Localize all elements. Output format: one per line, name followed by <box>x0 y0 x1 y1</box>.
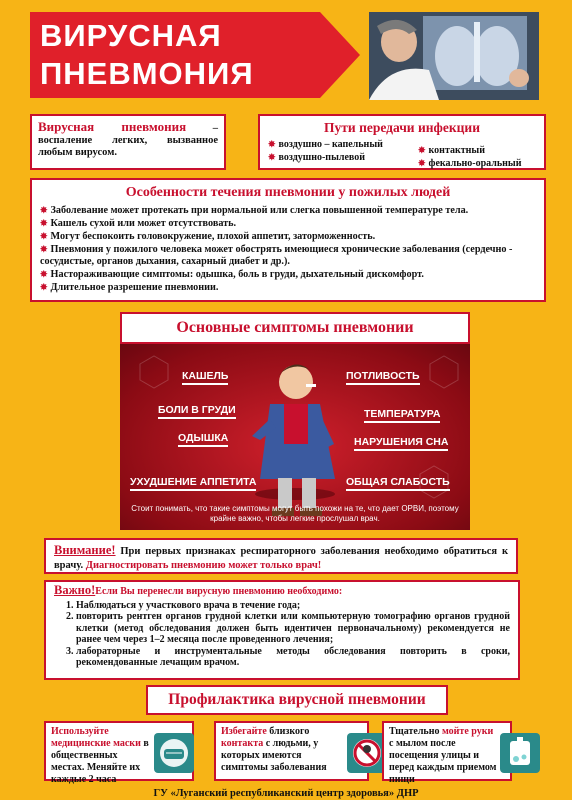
attention-highlight: Диагностировать пневмонию может только врач! <box>85 560 322 571</box>
handwash-icon <box>500 733 540 773</box>
footer-organization: ГУ «Луганский республиканский центр здоровья» ДНР <box>153 788 419 799</box>
mask-icon <box>154 733 194 773</box>
definition-term: Вирусная пневмония <box>38 119 187 134</box>
list-item: ✸ Заболевание может протекать при нормальной или слегка повышенной температуре тела. <box>40 205 469 216</box>
symptom-label-left: БОЛИ В ГРУДИ <box>158 404 236 419</box>
important-box <box>44 580 520 680</box>
symptom-label-right: ОБЩАЯ СЛАБОСТЬ <box>346 476 450 491</box>
symptom-label-left: ОДЫШКА <box>178 432 228 447</box>
flower-bullet-icon: ✸ <box>40 205 48 215</box>
attention-text: При первых признаках респираторного заболевания необходимо обратиться к врачу. <box>54 546 508 571</box>
transmission-routes-box <box>258 114 546 170</box>
symptom-label-right: ТЕМПЕРАТУРА <box>364 408 440 423</box>
flower-bullet-icon: ✸ <box>40 231 48 241</box>
flower-bullet-icon: ✸ <box>40 244 48 254</box>
important-list <box>54 600 510 669</box>
routes-heading: Пути передачи инфекции <box>324 120 480 135</box>
flower-bullet-icon: ✸ <box>40 218 48 228</box>
route-item: ✸ контактный <box>418 145 485 156</box>
definition-dash: – <box>186 123 219 134</box>
route-item: ✸ воздушно-пылевой <box>268 152 366 163</box>
list-item: ✸ Пневмония у пожилого человека может обострять имеющиеся хронические заболевания (сердечно - сосудистые, органов дыхания, сахарный диабет и др.). <box>40 244 513 267</box>
symptom-label-left: УХУДШЕНИЕ АППЕТИТА <box>130 476 256 491</box>
attention-label: Внимание! <box>54 543 116 557</box>
symptom-label-right: ПОТЛИВОСТЬ <box>346 370 420 385</box>
title-banner <box>30 12 360 98</box>
flower-bullet-icon: ✸ <box>268 152 276 162</box>
no-contact-icon <box>347 733 387 773</box>
definition-box <box>30 114 226 170</box>
elderly-heading: Особенности течения пневмонии у пожилых людей <box>125 185 451 200</box>
prevention-card-handwash: Тщательно мойте руки с мылом после посещения улицы и перед каждым приемом пищи <box>382 721 512 781</box>
important-label: Важно! <box>54 583 96 597</box>
elderly-features-box <box>30 178 546 302</box>
title-line-1: ВИРУСНАЯ <box>40 18 222 53</box>
list-item: 1. Наблюдаться у участкового врача в течение года; <box>76 600 510 612</box>
route-item: ✸ фекально-оральный <box>418 158 522 169</box>
prevention-card-masks: Используйте медицинские маски в общественных местах. Меняйте их каждые 2 часа <box>44 721 194 781</box>
elderly-list <box>40 204 536 294</box>
list-item: 3. лабораторные и инструментальные методы обследования повторить в сроки, рекомендованные лечащим врачом. <box>76 646 510 669</box>
list-item: ✸ Кашель сухой или может отсутствовать. <box>40 218 237 229</box>
flower-bullet-icon: ✸ <box>40 269 48 279</box>
list-item: ✸ Настораживающие симптомы: одышка, боль в груди, дыхательный дискомфорт. <box>40 269 424 280</box>
definition-text: воспаление легких, вызванное любым вирусом. <box>38 135 218 158</box>
symptom-label-right: НАРУШЕНИЯ СНА <box>354 436 448 451</box>
flower-bullet-icon: ✸ <box>40 282 48 292</box>
doctor-xray-image <box>369 12 539 100</box>
prevention-card-contact: Избегайте близкого контакта с людьми, у которых имеются симптомы заболевания <box>214 721 369 781</box>
prevention-heading: Профилактика вирусной пневмонии <box>146 685 448 715</box>
title-line-2: ПНЕВМОНИЯ <box>40 56 254 91</box>
flower-bullet-icon: ✸ <box>418 158 426 168</box>
flower-bullet-icon: ✸ <box>418 145 426 155</box>
symptoms-heading: Основные симптомы пневмонии <box>120 312 470 344</box>
flower-bullet-icon: ✸ <box>268 139 276 149</box>
important-intro: Если Вы перенесли вирусную пневмонию необходимо: <box>95 586 343 597</box>
symptom-label-left: КАШЕЛЬ <box>182 370 228 385</box>
list-item: ✸ Могут беспокоить головокружение, плохой аппетит, заторможенность. <box>40 231 376 242</box>
attention-box <box>44 538 518 574</box>
route-item: ✸ воздушно – капельный <box>268 139 383 150</box>
symptoms-infographic <box>120 344 470 530</box>
list-item: 2. повторить рентген органов грудной клетки или компьютерную томографию органов грудной клетки (метод обследования должен быть идентичен первоначальному) рекомендуется не ранее чем через 1–2 месяца после проведенного лечения; <box>76 611 510 646</box>
list-item: ✸ Длительное разрешение пневмонии. <box>40 282 219 293</box>
symptoms-note: Стоит понимать, что такие симптомы могут быть похожи на те, что дает ОРВИ, поэтому крайне важно, чтобы легкие прослушал врач. <box>131 504 459 523</box>
